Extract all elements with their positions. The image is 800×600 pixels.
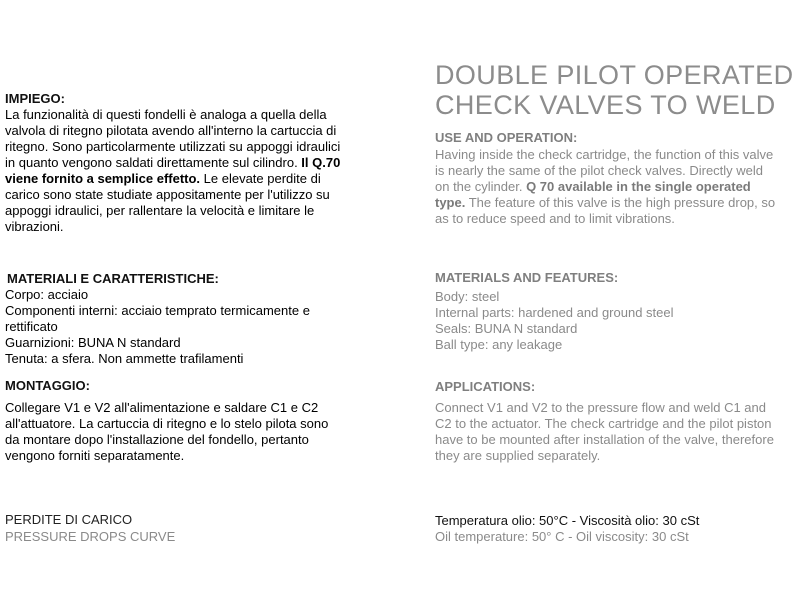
use-bold: Q 70 available in the single operated type. [435, 179, 751, 210]
impiego-heading: IMPIEGO: [5, 91, 65, 106]
applications-text: Connect V1 and V2 to the pressure flow and weld C1 and C2 to the actuator. The check cartridge and the pilot piston have to be mounted after installation of the valve, therefore they are supplied separately. [435, 400, 774, 463]
materials-line: Internal parts: hardened and ground steel [435, 305, 674, 320]
page-title-line1: DOUBLE PILOT OPERATED [435, 60, 794, 90]
materials-line: Seals: BUNA N standard [435, 321, 578, 336]
impiego-text [5, 107, 345, 235]
use-text-part2: The feature of this valve is the high pressure drop, so as to reduce speed and to limit vibrations. [435, 195, 776, 226]
page-title [435, 60, 795, 120]
materials-line: Body: steel [435, 289, 500, 304]
impiego-text-part1: La funzionalità di questi fondelli è analoga a quella della valvola di ritegno pilotata avendo all'interno la cartuccia di ritegno. Sono particolarmente utilizzati su appoggi idraulici in quanto vengono saldati direttamente sul cilindro. [5, 107, 341, 170]
montaggio-heading: MONTAGGIO: [5, 378, 90, 393]
temperatura-olio-label: Temperatura olio: 50°C - Viscosità olio: 30 cSt [435, 513, 700, 528]
materiali-line: Guarnizioni: BUNA N standard [5, 335, 181, 350]
montaggio-text: Collegare V1 e V2 all'alimentazione e saldare C1 e C2 all'attuatore. La cartuccia di ritegno e lo stelo pilota sono da montare dopo l'installazione del fondello, pertanto vengono forniti separatamente. [5, 400, 329, 463]
impiego-text-part2: Le elevate perdite di carico sono state studiate appositamente per l'utilizzo su appoggi idraulici, per rallentare la velocità e limitare le vibrazioni. [5, 171, 330, 234]
oil-temperature-label: Oil temperature: 50° C - Oil viscosity: 30 cSt [435, 529, 689, 544]
materiali-line: Componenti interni: acciaio temprato termicamente e rettificato [5, 303, 310, 334]
impiego-bold: Il Q.70 viene fornito a semplice effetto. [5, 155, 341, 186]
materiali-line: Tenuta: a sfera. Non ammette trafilamenti [5, 351, 244, 366]
use-text [435, 147, 780, 227]
materiali-list [5, 287, 345, 367]
perdite-di-carico-label: PERDITE DI CARICO [5, 512, 133, 527]
materiali-heading: MATERIALI E CARATTERISTICHE: [7, 271, 219, 286]
applications-heading: APPLICATIONS: [435, 379, 536, 394]
materiali-line: Corpo: acciaio [5, 287, 89, 302]
page-title-line2: CHECK VALVES TO WELD [435, 90, 776, 120]
pressure-drops-curve-label: PRESSURE DROPS CURVE [5, 529, 176, 544]
materials-heading: MATERIALS AND FEATURES: [435, 270, 619, 285]
use-heading: USE AND OPERATION: [435, 130, 578, 145]
materials-line: Ball type: any leakage [435, 337, 563, 352]
use-text-part1: Having inside the check cartridge, the function of this valve is nearly the same of the pilot check valves. Directly weld on the cylinder. [435, 147, 774, 194]
materials-list [435, 289, 780, 353]
